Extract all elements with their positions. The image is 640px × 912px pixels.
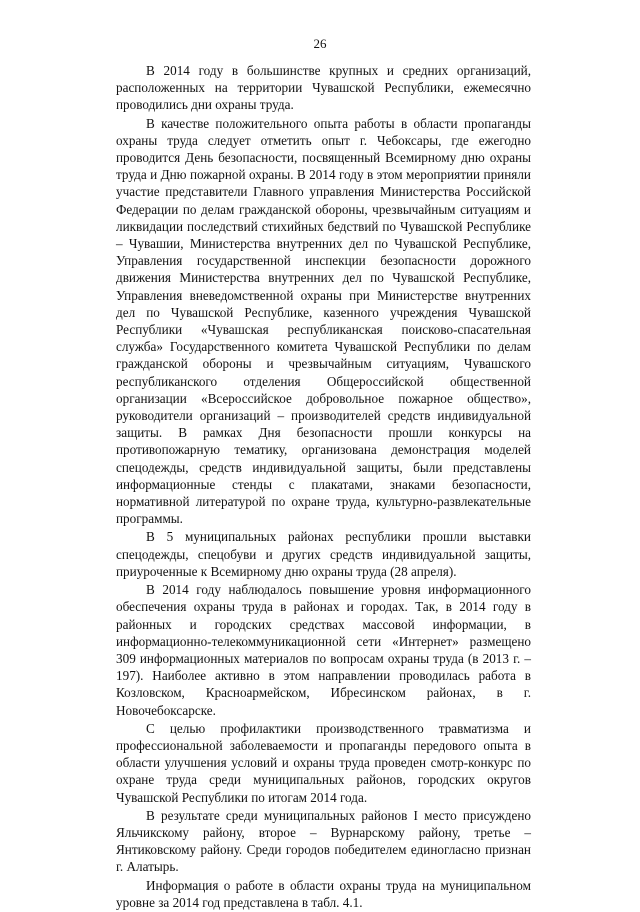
paragraph-monthly-labor-days: В 2014 году в большинстве крупных и средних организаций, расположенных на территории Чувашской Республики, ежемесячно проводились дни охраны труда. xyxy=(116,63,531,113)
paragraph-table-reference: Информация о работе в области охраны труда на муниципальном уровне за 2014 год представлена в табл. 4.1. xyxy=(116,877,531,910)
paragraph-exhibitions: В 5 муниципальных районах республики прошли выставки спецодежды, спецобуви и других средств индивидуальной защиты, приуроченные к Всемирному дню охраны труда (28 апреля). xyxy=(116,529,531,579)
document-body xyxy=(116,62,531,912)
page-number: 26 xyxy=(313,36,327,51)
paragraph-safety-day-cheboksary: В качестве положительного опыта работы в области пропаганды охраны труда следует отметить опыт г. Чебоксары, где ежегодно проводится День безопасности, посвященный Всемирному дню охраны труда и Дню пожарной охраны. В 2014 году в этом мероприятии приняли участие представители Главного управления Министерства Российской Федерации по делам гражданской обороны, чрезвычайным ситуациям и ликвидации последствий стихийных бедствий по Чувашской Республике – Чувашии, Министерства внутренних дел по Чувашской Республике, Управления государственной инспекции безопасности дорожного движения Министерства внутренних дел по Чувашской Республике, Управления вневедомственной охраны при Министерстве внутренних дел по Чувашской Республике, казенного учреждения Чувашской Республики «Чувашская республиканская поисково-спасательная служба» Государственного комитета Чувашской Республики по делам гражданской обороны и чрезвычайным ситуациям, Чувашского республиканского отделения Общероссийской общественной организации «Всероссийское добровольное пожарное общество», руководители организаций – производителей средств индивидуальной защиты. В рамках Дня безопасности прошли конкурсы на противопожарную тематику, организована демонстрация моделей спецодежды, средств индивидуальной защиты, были представлены информационные стенды с плакатами, знаками безопасности, нормативной литературой по охране труда, культурно-развлекательные программы. xyxy=(116,115,531,527)
paragraph-contest-results: В результате среди муниципальных районов I место присуждено Яльчикскому району, второе – Вурнарскому району, третье – Янтиковскому району. Среди городов победителем единогласно признан г. Алатырь. xyxy=(116,807,531,875)
paragraph-information-support: В 2014 году наблюдалось повышение уровня информационного обеспечения охраны труда в районах и городах. Так, в 2014 году в районных и городских средствах массовой информации, в информационно-телекоммуникационной сети «Интернет» размещено 309 информационных материалов по вопросам охраны труда (в 2013 г. – 197). Наиболее активно в этом направлении проводилась работа в Козловском, Красноармейском, Ибресинском районах, в г. Новочебоксарске. xyxy=(116,582,531,718)
paragraph-review-contest: С целью профилактики производственного травматизма и профессиональной заболеваемости и пропаганды передового опыта в области улучшения условий и охраны труда проведен смотр-конкурс по охране труда среди муниципальных районов, городских округов Чувашской Республики по итогам 2014 года. xyxy=(116,720,531,805)
